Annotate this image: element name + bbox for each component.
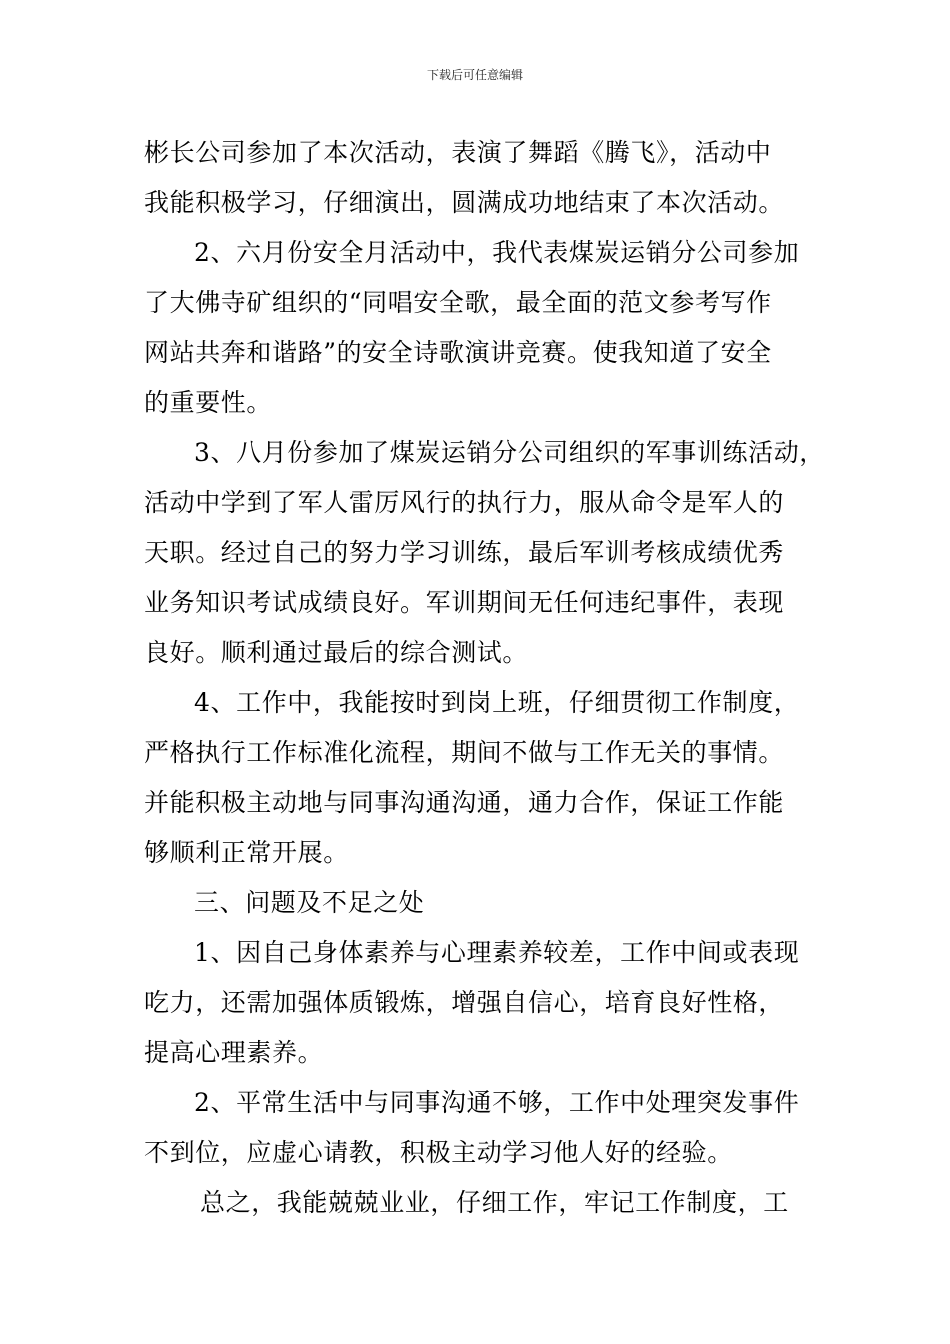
paragraph-start: 2、平常生活中与同事沟通不够，工作中处理突发事件 bbox=[194, 1088, 800, 1117]
text-line: 天职。经过自己的努力学习训练，最后军训考核成绩优秀 bbox=[144, 538, 785, 567]
paragraph-start: 1、因自己身体素养与心理素养较差，工作中间或表现 bbox=[194, 938, 800, 967]
text-line: 我能积极学习，仔细演出，圆满成功地结束了本次活动。 bbox=[144, 188, 785, 217]
text-line: 的重要性。 bbox=[144, 388, 273, 417]
text-line: 不到位，应虚心请教，积极主动学习他人好的经验。 bbox=[144, 1138, 733, 1167]
paragraph-start: 总之，我能兢兢业业，仔细工作，牢记工作制度，工 bbox=[200, 1188, 789, 1217]
text-line: 了大佛寺矿组织的“同唱安全歌，最全面的范文参考写作 bbox=[144, 288, 772, 317]
text-line: 网站共奔和谐路”的安全诗歌演讲竞赛。使我知道了安全 bbox=[144, 338, 772, 367]
text-line: 吃力，还需加强体质锻炼，增强自信心，培育良好性格， bbox=[144, 988, 785, 1017]
text-line: 提高心理素养。 bbox=[144, 1038, 324, 1067]
text-line: 严格执行工作标准化流程，期间不做与工作无关的事情。 bbox=[144, 738, 785, 767]
text-line: 彬长公司参加了本次活动，表演了舞蹈《腾飞》，活动中 bbox=[144, 138, 772, 167]
text-line: 良好。顺利通过最后的综合测试。 bbox=[144, 638, 529, 667]
paragraph-start: 3、八月份参加了煤炭运销分公司组织的军事训练活动， bbox=[194, 438, 825, 467]
paragraph-start: 4、工作中，我能按时到岗上班，仔细贯彻工作制度， bbox=[194, 688, 800, 717]
page-header: 下载后可任意编辑 bbox=[426, 68, 523, 82]
text-line: 并能积极主动地与同事沟通沟通，通力合作，保证工作能 bbox=[144, 788, 785, 817]
body-text bbox=[144, 128, 825, 1228]
text-line: 够顺利正常开展。 bbox=[144, 838, 349, 867]
section-heading: 三、问题及不足之处 bbox=[194, 888, 425, 917]
text-line: 活动中学到了军人雷厉风行的执行力，服从命令是军人的 bbox=[144, 488, 785, 517]
paragraph-start: 2、六月份安全月活动中，我代表煤炭运销分公司参加 bbox=[194, 238, 800, 267]
text-line: 业务知识考试成绩良好。军训期间无任何违纪事件，表现 bbox=[144, 588, 785, 617]
